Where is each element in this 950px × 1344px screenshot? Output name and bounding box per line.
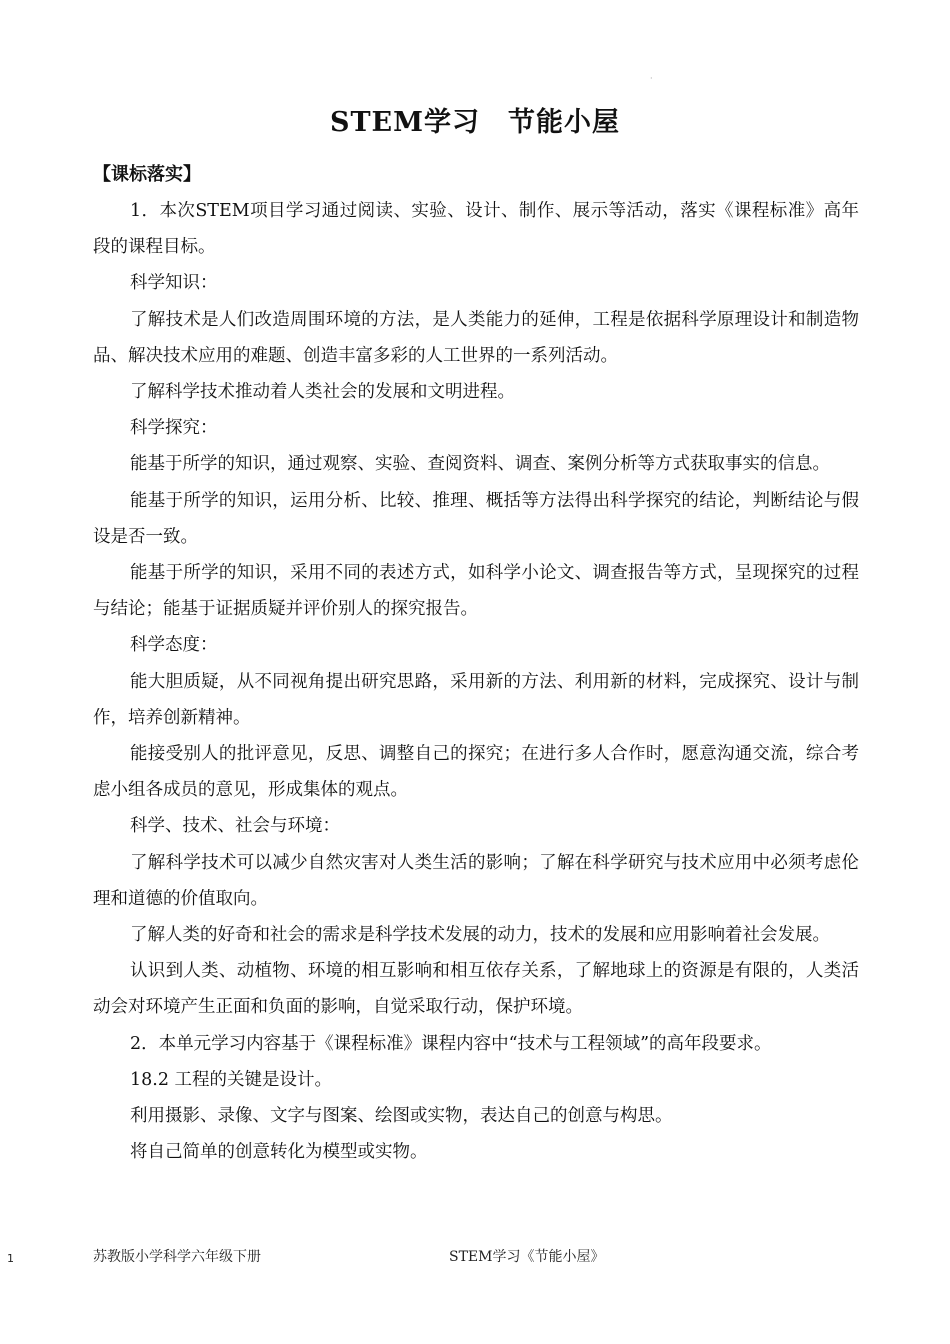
- paragraph: 科学态度：: [130, 635, 218, 656]
- page-number: 1: [7, 1252, 14, 1265]
- page-title: STEM学习 节能小屋: [329, 107, 621, 138]
- paragraph: 了解人类的好奇和社会的需求是科学技术发展的动力，技术的发展和应用影响着社会发展。: [130, 925, 830, 946]
- paragraph: 将自己简单的创意转化为模型或实物。: [130, 1142, 428, 1163]
- paragraph: 能大胆质疑，从不同视角提出研究思路，采用新的方法、利用新的材料，完成探究、设计与制作，培养创新精神。: [93, 671, 859, 728]
- paragraph: 了解技术是人们改造周围环境的方法，是人类能力的延伸，工程是依据科学原理设计和制造物品、解决技术应用的难题、创造丰富多彩的人工世界的一系列活动。: [93, 309, 859, 366]
- footer-book-title: 苏教版小学科学六年级下册: [93, 1249, 261, 1265]
- paragraph: 了解科学技术可以减少自然灾害对人类生活的影响；了解在科学研究与技术应用中必须考虑伦理和道德的价值取向。: [93, 852, 859, 909]
- paragraph: 科学、技术、社会与环境：: [130, 816, 340, 837]
- paragraph: 科学探究：: [130, 418, 218, 439]
- paragraph: 科学知识：: [130, 273, 218, 294]
- paragraph: 2．本单元学习内容基于《课程标准》课程内容中“技术与工程领域”的高年段要求。: [130, 1033, 772, 1054]
- paragraph: 能基于所学的知识，采用不同的表述方式，如科学小论文、调查报告等方式，呈现探究的过程与结论；能基于证据质疑并评价别人的探究报告。: [93, 563, 859, 620]
- paragraph: 能基于所学的知识，通过观察、实验、查阅资料、调查、案例分析等方式获取事实的信息。: [130, 454, 830, 475]
- document-body: [93, 193, 859, 1170]
- paragraph: 利用摄影、录像、文字与图案、绘图或实物，表达自己的创意与构思。: [130, 1106, 673, 1127]
- paragraph: 能接受别人的批评意见，反思、调整自己的探究；在进行多人合作时，愿意沟通交流，综合考虑小组各成员的意见，形成集体的观点。: [93, 744, 859, 801]
- page-mark: ·: [650, 74, 653, 83]
- paragraph: 了解科学技术推动着人类社会的发展和文明进程。: [130, 382, 515, 403]
- footer-lesson-title: STEM学习《节能小屋》: [449, 1249, 605, 1265]
- paragraph: 能基于所学的知识，运用分析、比较、推理、概括等方法得出科学探究的结论，判断结论与假设是否一致。: [93, 490, 859, 547]
- paragraph: 1．本次STEM项目学习通过阅读、实验、设计、制作、展示等活动，落实《课程标准》高年段的课程目标。: [93, 201, 859, 258]
- section-heading: 【课标落实】: [93, 164, 201, 185]
- paragraph: 认识到人类、动植物、环境的相互影响和相互依存关系，了解地球上的资源是有限的，人类活动会对环境产生正面和负面的影响，自觉采取行动，保护环境。: [93, 961, 859, 1018]
- paragraph: 18.2 工程的关键是设计。: [130, 1069, 333, 1090]
